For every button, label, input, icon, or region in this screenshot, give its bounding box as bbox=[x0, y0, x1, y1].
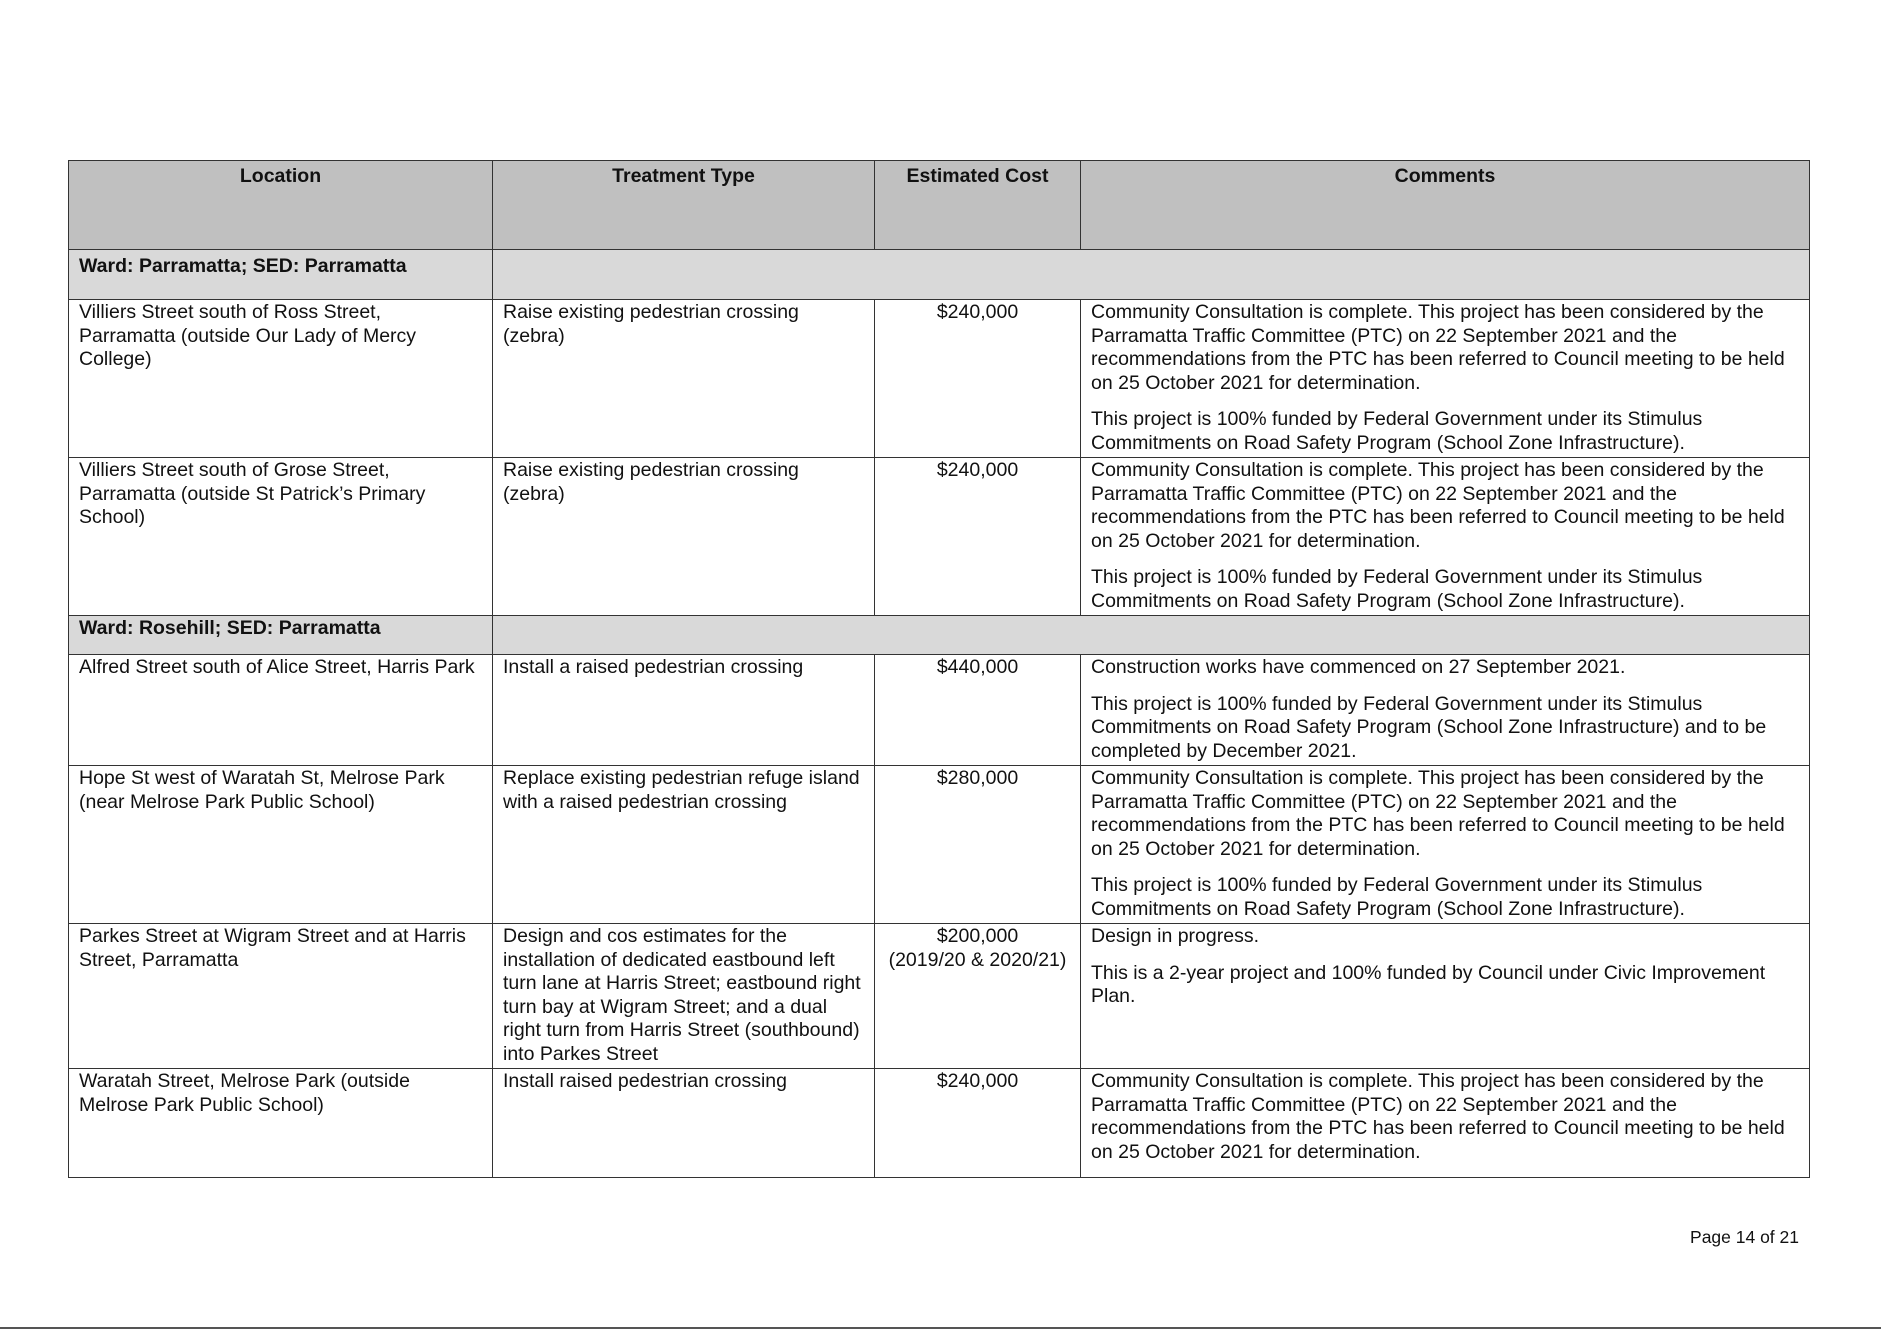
comment-paragraph: Construction works have commenced on 27 September 2021. bbox=[1091, 656, 1626, 678]
projects-table bbox=[68, 160, 1810, 1178]
treatment-cell: Install raised pedestrian crossing bbox=[493, 1069, 875, 1178]
comment-paragraph: This project is 100% funded by Federal Government under its Stimulus Commitments on Road Safety Program (School Zone Infrastructure). bbox=[1091, 566, 1703, 612]
table-row bbox=[69, 458, 1810, 616]
ward-label: Ward: Parramatta; SED: Parramatta bbox=[69, 250, 493, 300]
treatment-cell: Raise existing pedestrian crossing (zebra) bbox=[493, 458, 875, 616]
table-row bbox=[69, 924, 1810, 1069]
cost-cell: $240,000 bbox=[875, 458, 1081, 616]
cost-note: (2019/20 & 2020/21) bbox=[888, 948, 1067, 971]
table-row bbox=[69, 655, 1810, 766]
header-comments: Comments bbox=[1081, 161, 1810, 250]
comment-paragraph: Design in progress. bbox=[1091, 925, 1259, 947]
cost-cell: $240,000 bbox=[875, 300, 1081, 458]
comments-cell bbox=[1081, 655, 1810, 766]
treatment-cell: Install a raised pedestrian crossing bbox=[493, 655, 875, 766]
ward-row bbox=[69, 616, 1810, 655]
page-number: Page 14 of 21 bbox=[1690, 1227, 1799, 1247]
cost-cell: $440,000 bbox=[875, 655, 1081, 766]
table-row bbox=[69, 1069, 1810, 1178]
location-cell: Waratah Street, Melrose Park (outside Melrose Park Public School) bbox=[69, 1069, 493, 1178]
comment-paragraph: This project is 100% funded by Federal Government under its Stimulus Commitments on Road Safety Program (School Zone Infrastructure). bbox=[1091, 408, 1703, 454]
comment-paragraph: Community Consultation is complete. This project has been considered by the Parramatta Traffic Committee (PTC) on 22 September 2021 and the recommendations from the PTC has been referred to Council meeting to be held on 25 October 2021 for determination. bbox=[1091, 767, 1785, 860]
comment-paragraph: This is a 2-year project and 100% funded by Council under Civic Improvement Plan. bbox=[1091, 961, 1766, 1007]
location-cell: Villiers Street south of Grose Street, Parramatta (outside St Patrick’s Primary School) bbox=[69, 458, 493, 616]
comment-paragraph: Community Consultation is complete. This project has been considered by the Parramatta Traffic Committee (PTC) on 22 September 2021 and the recommendations from the PTC has been referred to Council meeting to be held on 25 October 2021 for determination. bbox=[1091, 459, 1785, 552]
ward-row-fill bbox=[493, 250, 1810, 300]
location-cell: Villiers Street south of Ross Street, Parramatta (outside Our Lady of Mercy College) bbox=[69, 300, 493, 458]
treatment-cell: Raise existing pedestrian crossing (zebra) bbox=[493, 300, 875, 458]
comment-paragraph: This project is 100% funded by Federal Government under its Stimulus Commitments on Road Safety Program (School Zone Infrastructure). bbox=[1091, 874, 1703, 920]
cost-value: $200,000 bbox=[936, 925, 1019, 947]
comment-paragraph: This project is 100% funded by Federal Government under its Stimulus Commitments on Road Safety Program (School Zone Infrastructure) and to be completed by December 2021. bbox=[1091, 692, 1767, 762]
cost-cell: $280,000 bbox=[875, 766, 1081, 924]
cost-cell bbox=[875, 924, 1081, 1069]
cost-cell: $240,000 bbox=[875, 1069, 1081, 1178]
treatment-cell: Design and cos estimates for the installation of dedicated eastbound left turn lane at Harris Street; eastbound right turn bay at Wigram Street; and a dual right turn from Harris Street (southbound) into Parkes Street bbox=[493, 924, 875, 1069]
ward-label: Ward: Rosehill; SED: Parramatta bbox=[69, 616, 493, 655]
table-row bbox=[69, 300, 1810, 458]
treatment-cell: Replace existing pedestrian refuge island with a raised pedestrian crossing bbox=[493, 766, 875, 924]
comment-paragraph: Community Consultation is complete. This project has been considered by the Parramatta Traffic Committee (PTC) on 22 September 2021 and the recommendations from the PTC has been referred to Council meeting to be held on 25 October 2021 for determination. bbox=[1091, 1070, 1785, 1163]
header-treatment-type: Treatment Type bbox=[493, 161, 875, 250]
location-cell: Alfred Street south of Alice Street, Harris Park bbox=[69, 655, 493, 766]
location-cell: Hope St west of Waratah St, Melrose Park (near Melrose Park Public School) bbox=[69, 766, 493, 924]
ward-row bbox=[69, 250, 1810, 300]
header-location: Location bbox=[69, 161, 493, 250]
table-header-row bbox=[69, 161, 1810, 250]
comment-paragraph: Community Consultation is complete. This project has been considered by the Parramatta Traffic Committee (PTC) on 22 September 2021 and the recommendations from the PTC has been referred to Council meeting to be held on 25 October 2021 for determination. bbox=[1091, 301, 1785, 394]
ward-row-fill bbox=[493, 616, 1810, 655]
table-row bbox=[69, 766, 1810, 924]
comments-cell bbox=[1081, 1069, 1810, 1178]
comments-cell bbox=[1081, 458, 1810, 616]
comments-cell bbox=[1081, 766, 1810, 924]
comments-cell bbox=[1081, 924, 1810, 1069]
comments-cell bbox=[1081, 300, 1810, 458]
header-estimated-cost: Estimated Cost bbox=[875, 161, 1081, 250]
location-cell: Parkes Street at Wigram Street and at Harris Street, Parramatta bbox=[69, 924, 493, 1069]
